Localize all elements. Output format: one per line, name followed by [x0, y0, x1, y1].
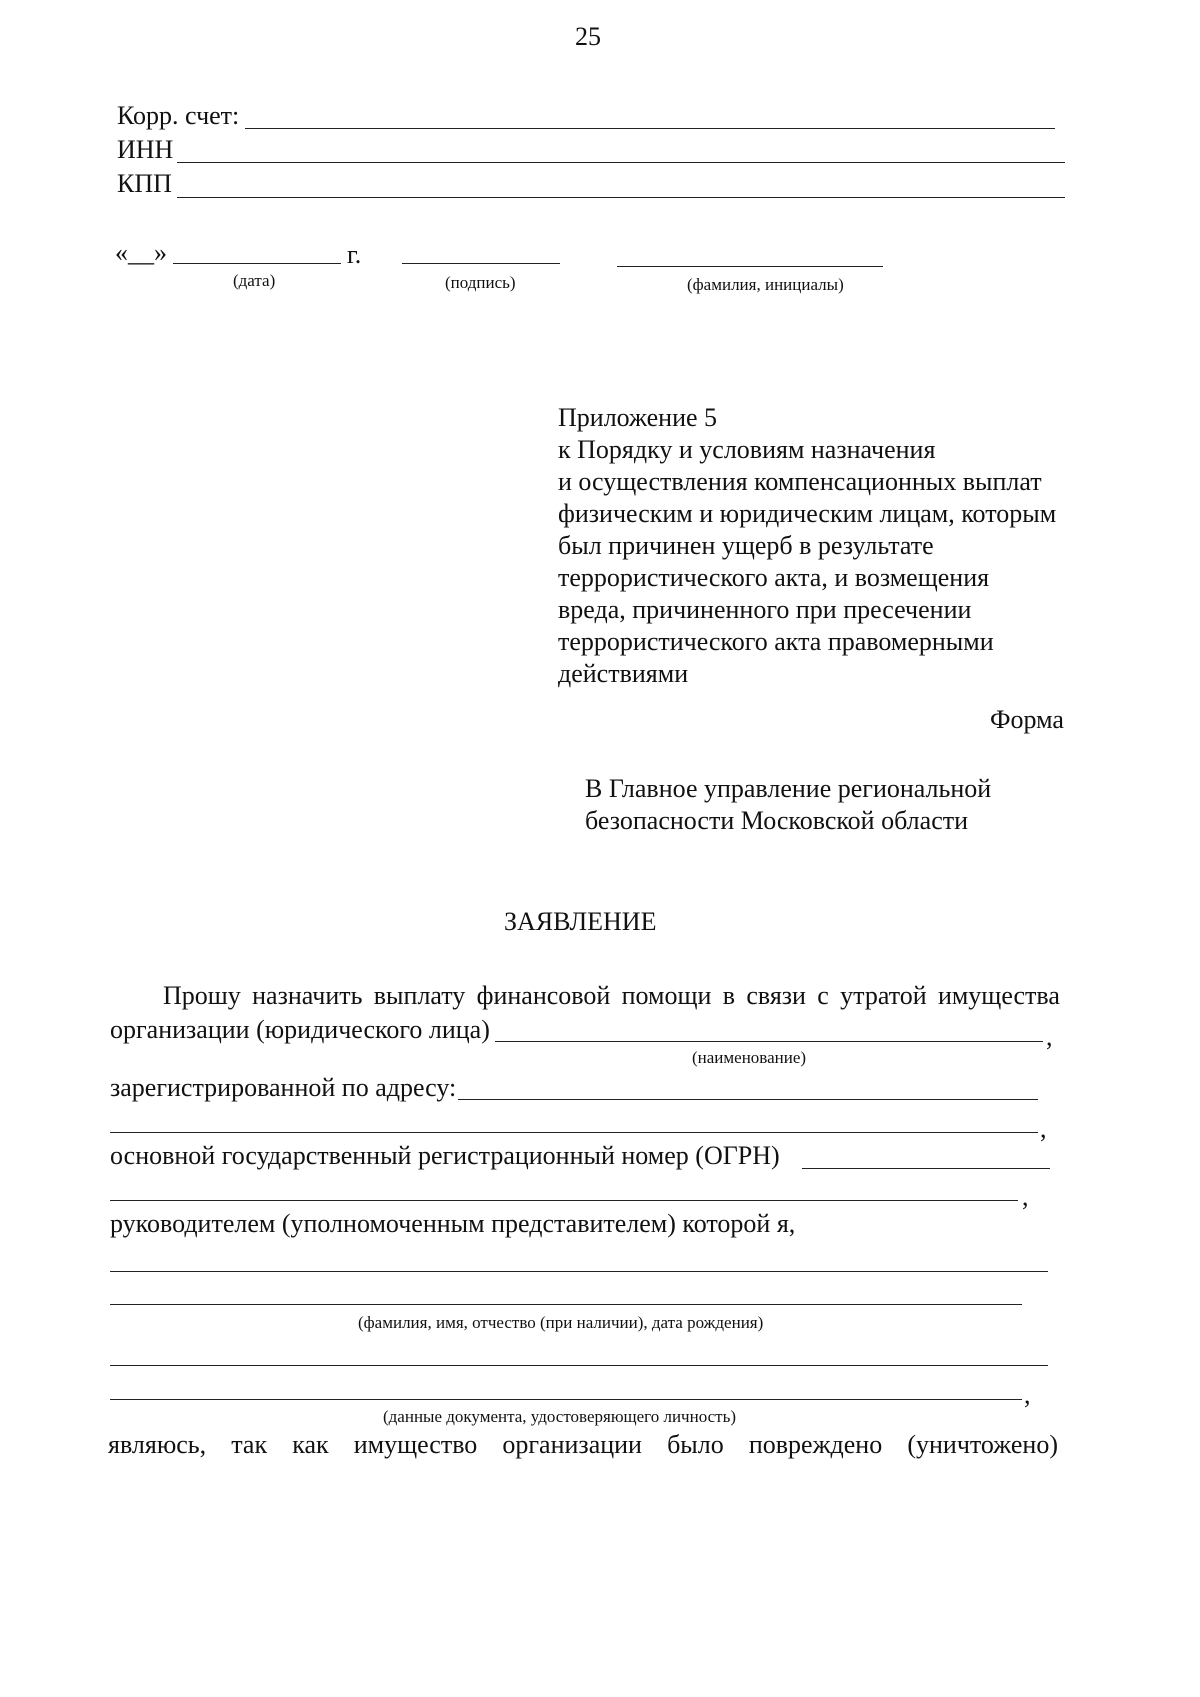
- appendix-line: террористического акта правомерными: [558, 627, 994, 656]
- form-label: Форма: [990, 705, 1064, 734]
- org-name-caption: (наименование): [692, 1048, 807, 1067]
- date-line: [173, 263, 341, 264]
- word: назначить: [252, 981, 363, 1010]
- appendix-line: к Порядку и условиям назначения: [558, 435, 936, 464]
- address-label: зарегистрированной по адресу:: [110, 1073, 457, 1102]
- recipient-line: В Главное управление региональной: [585, 774, 992, 803]
- corr-account-line: [245, 128, 1055, 129]
- inn-label: ИНН: [117, 135, 174, 164]
- org-name-line: [495, 1041, 1043, 1042]
- address-line-2: [110, 1132, 1038, 1133]
- comma: ,: [1046, 1022, 1053, 1051]
- statement-last-line: [108, 1432, 1058, 1458]
- name-caption: (фамилия, инициалы): [687, 275, 844, 294]
- kpp-line: [177, 197, 1065, 198]
- doc-line-2: [110, 1399, 1022, 1400]
- word: так: [231, 1430, 268, 1459]
- corr-account-label: Корр. счет:: [117, 101, 240, 130]
- word: повреждено: [748, 1430, 883, 1459]
- word: организации: [502, 1430, 642, 1459]
- appendix-line: действиями: [558, 659, 689, 688]
- fio-line-1: [110, 1271, 1048, 1272]
- word: помощи: [621, 981, 712, 1010]
- word: утратой: [840, 981, 927, 1010]
- ogrn-line-2: [110, 1200, 1018, 1201]
- fio-line-2: [110, 1304, 1022, 1305]
- signature-line: [402, 263, 560, 264]
- doc-caption: (данные документа, удостоверяющего личность): [383, 1407, 737, 1426]
- comma: ,: [1024, 1380, 1031, 1409]
- recipient-block: [585, 773, 991, 837]
- address-line-1: [458, 1099, 1038, 1100]
- word: с: [817, 981, 829, 1010]
- page-number: 25: [575, 22, 601, 51]
- year-suffix: г.: [347, 240, 362, 269]
- word: имущество: [353, 1430, 478, 1459]
- appendix-block: [558, 402, 1056, 690]
- word: как: [292, 1430, 329, 1459]
- signature-caption: (подпись): [445, 273, 516, 292]
- ogrn-label: основной государственный регистрационный номер (ОГРН): [110, 1141, 780, 1170]
- word: являюсь,: [108, 1430, 207, 1459]
- doc-line-1: [110, 1365, 1048, 1366]
- appendix-line: Приложение 5: [558, 403, 718, 432]
- statement-paragraph-line: [163, 983, 1060, 1009]
- comma: ,: [1022, 1182, 1029, 1211]
- fio-caption: (фамилия, имя, отчество (при наличии), дата рождения): [358, 1313, 764, 1332]
- kpp-label: КПП: [117, 169, 172, 198]
- appendix-line: был причинен ущерб в результате: [558, 531, 934, 560]
- appendix-line: и осуществления компенсационных выплат: [558, 467, 1042, 496]
- word: было: [667, 1430, 724, 1459]
- word: в: [722, 981, 736, 1010]
- word: выплату: [373, 981, 466, 1010]
- comma: ,: [1040, 1114, 1047, 1143]
- date-caption: (дата): [233, 271, 276, 290]
- word: связи: [746, 981, 806, 1010]
- word: финансовой: [476, 981, 611, 1010]
- recipient-line: безопасности Московской области: [585, 806, 969, 835]
- appendix-line: вреда, причиненного при пресечении: [558, 595, 972, 624]
- appendix-line: террористического акта, и возмещения: [558, 563, 990, 592]
- appendix-line: физическим и юридическим лицам, которым: [558, 499, 1057, 528]
- word: Прошу: [163, 981, 241, 1010]
- ogrn-line-1: [802, 1168, 1050, 1169]
- word: имущества: [937, 981, 1060, 1010]
- inn-line: [177, 162, 1065, 163]
- statement-title: ЗАЯВЛЕНИЕ: [504, 907, 657, 936]
- word: (уничтожено): [907, 1430, 1058, 1459]
- name-line: [617, 266, 883, 267]
- head-label: руководителем (уполномоченным представителем) которой я,: [110, 1209, 796, 1238]
- org-label: организации (юридического лица): [110, 1015, 490, 1044]
- date-quote: «__»: [115, 238, 167, 267]
